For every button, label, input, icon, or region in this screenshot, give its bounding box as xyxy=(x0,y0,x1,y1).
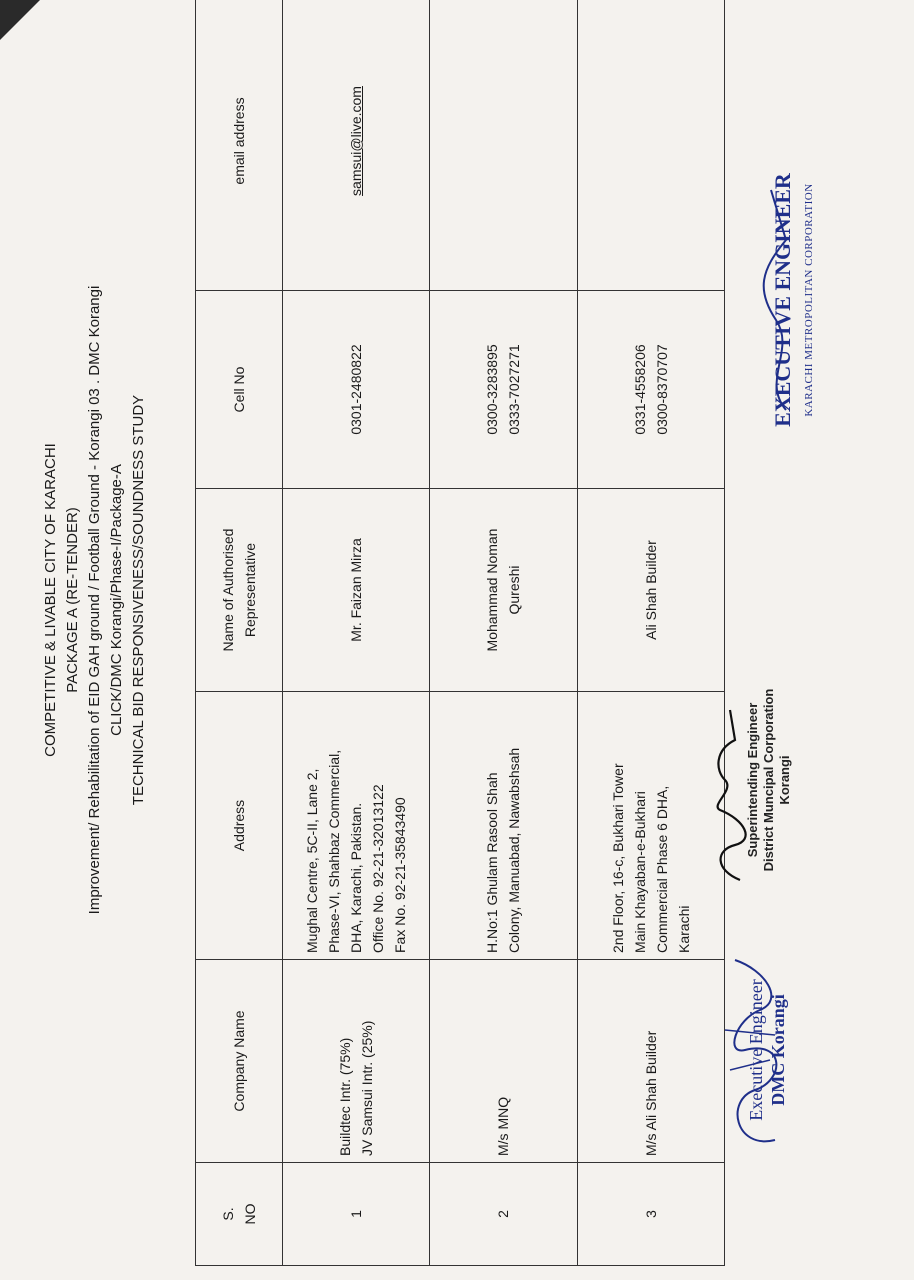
header-line-3: Improvement/ Rehabilitation of EID GAH ground / Football Ground - Korangi 03 . DMC Korangi xyxy=(86,285,103,915)
bidders-table xyxy=(195,0,725,1266)
row-1-representative: Mr. Faizan Mirza xyxy=(283,489,430,692)
kmc-line-1: EXECUTIVE ENGINEER xyxy=(770,173,795,427)
header-representative: Name of Authorised Representative xyxy=(196,489,283,692)
row-1-email xyxy=(283,0,430,291)
row-2-sno: 2 xyxy=(430,1163,577,1266)
header-cell-no: Cell No xyxy=(196,291,283,489)
se-line-1: Superintending Engineer xyxy=(745,702,760,858)
signature-exec-dmc xyxy=(715,940,795,1160)
se-line-2: District Muncipal Corporation xyxy=(761,688,776,872)
row-3-address: 2nd Floor, 16-c, Bukhari Tower Main Khayaban-e-Bukhari Commercial Phase 6 DHA, Karachi xyxy=(577,692,724,960)
row-1-address: Mughal Centre, 5C-II, Lane 2, Phase-VI, Shahbaz Commercial, DHA, Karachi, Pakistan. Office No. 92-21-32013122 Fax No. 92-21-35843490 xyxy=(283,692,430,960)
row-3-company: M/s Ali Shah Builder xyxy=(577,960,724,1163)
header-email: email address xyxy=(196,0,283,291)
header-line-1: COMPETITIVE & LIVABLE CITY OF KARACHI xyxy=(42,443,59,757)
row-2-representative: Mohammad Noman Qureshi xyxy=(430,489,577,692)
header-address: Address xyxy=(196,692,283,960)
header-line-5: TECHNICAL BID RESPONSIVENESS/SOUNDNESS STUDY xyxy=(130,394,147,806)
row-2-cell: 0300-3283895 0333-7027271 xyxy=(430,291,577,489)
row-2-address: H.No:1 Ghulam Rasool Shah Colony, Manuabad, Nawabshsah xyxy=(430,692,577,960)
row-1-sno: 1 xyxy=(283,1163,430,1266)
table-row xyxy=(283,0,430,1266)
row-3-representative: Ali Shah Builder xyxy=(577,489,724,692)
executive-engineer-dmc-stamp xyxy=(745,940,789,1160)
row-1-cell: 0301-2480822 xyxy=(283,291,430,489)
row-3-email xyxy=(577,0,724,291)
row-2-email xyxy=(430,0,577,291)
superintending-engineer-stamp xyxy=(745,650,793,910)
row-3-sno: 3 xyxy=(577,1163,724,1266)
kmc-executive-engineer-stamp xyxy=(770,160,822,440)
email-link[interactable]: samsui@live.com xyxy=(348,86,365,196)
header-company: Company Name xyxy=(196,960,283,1163)
header-line-2: PACKAGE A (RE-TENDER) xyxy=(64,507,81,693)
signature-se xyxy=(705,690,755,890)
row-2-company: M/s MNQ xyxy=(430,960,577,1163)
exec-dmc-line-2: DMC Korangi xyxy=(768,994,788,1106)
signature-kmc xyxy=(756,170,806,430)
header-sno: S. NO xyxy=(196,1163,283,1266)
se-line-3: Korangi xyxy=(777,755,792,805)
exec-dmc-line-1: Executive Engineer xyxy=(746,979,766,1121)
row-1-company: Buildtec Intr. (75%) JV Samsui Intr. (25%) xyxy=(283,960,430,1163)
header-line-4: CLICK/DMC Korangi/Phase-I/Package-A xyxy=(108,464,125,736)
kmc-line-2: KARACHI METROPOLITAN CORPORATION xyxy=(803,183,815,417)
table-row xyxy=(430,0,577,1266)
row-3-cell: 0331-4558206 0300-8370707 xyxy=(577,291,724,489)
table-row xyxy=(577,0,724,1266)
table-header-row xyxy=(196,0,283,1266)
document-header xyxy=(40,220,150,980)
